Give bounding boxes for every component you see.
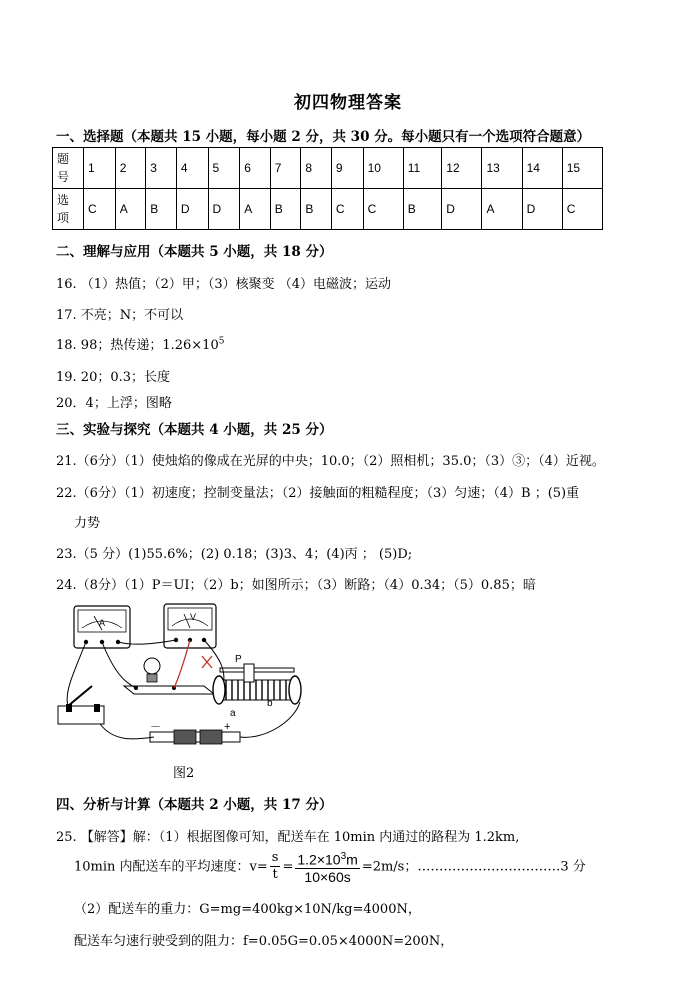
answer-cell: B bbox=[403, 189, 442, 230]
answer-cell: C bbox=[84, 189, 116, 230]
answer-q22: 22.（6分）（1）初速度；控制变量法；（2）接触面的粗糙程度；（3）匀速；（4）B ；(5)重 bbox=[56, 486, 580, 501]
table-row bbox=[53, 148, 603, 189]
question-number: 8 bbox=[301, 148, 332, 189]
answer-q22-continued: 力势 bbox=[74, 516, 101, 531]
answer-cell: D bbox=[176, 189, 208, 230]
slider-label-p: P bbox=[235, 654, 242, 665]
answer-cell: B bbox=[270, 189, 301, 230]
q25-velocity-prefix: 10min 内配送车的平均速度：v= bbox=[74, 859, 268, 875]
light-bulb bbox=[124, 658, 214, 694]
terminal-label-b: b bbox=[267, 698, 273, 709]
distance-exponent: 3 bbox=[340, 851, 347, 862]
answer-q19: 19. 20；0.3；长度 bbox=[56, 370, 171, 385]
row-label-number: 题号 bbox=[53, 148, 84, 189]
answer-q23: 23.（5 分）(1)55.6%；(2) 0.18；(3)3、4；(4)丙 ； (5)D; bbox=[56, 547, 413, 562]
section-heading-experiment: 三、实验与探究（本题共 4 小题，共 25 分） bbox=[56, 422, 333, 438]
question-number: 12 bbox=[442, 148, 482, 189]
answer-cell: B bbox=[301, 189, 332, 230]
answer-q25-line2 bbox=[74, 849, 586, 885]
answer-q25-line4: 配送车匀速行驶受到的阻力：f=0.05G=0.05×4000N=200N， bbox=[74, 934, 454, 949]
question-number: 10 bbox=[363, 148, 403, 189]
answer-cell: C bbox=[562, 189, 602, 230]
question-number: 15 bbox=[562, 148, 602, 189]
fraction-numerator bbox=[295, 849, 359, 869]
fraction-denominator: t bbox=[272, 867, 278, 883]
answer-q25-line1: 25. 【解答】解：（1）根据图像可知，配送车在 10min 内通过的路程为 1.2km, bbox=[56, 830, 520, 845]
battery-plus-label: + bbox=[224, 721, 231, 733]
answer-cell: D bbox=[208, 189, 240, 230]
section-heading-choice: 一、选择题（本题共 15 小题，每小题 2 分，共 30 分。每小题只有一个选项符合题意） bbox=[56, 129, 591, 145]
answer-cell: C bbox=[363, 189, 403, 230]
ammeter bbox=[74, 606, 130, 648]
fraction-numerator: s bbox=[271, 850, 279, 866]
answer-cell: A bbox=[482, 189, 522, 230]
answer-q25-line3: （2）配送车的重力：G=mg=400kg×10N/kg=4000N， bbox=[74, 902, 421, 917]
terminal-label-a: a bbox=[230, 708, 236, 719]
answer-cell: D bbox=[442, 189, 482, 230]
answer-cell: C bbox=[331, 189, 363, 230]
page-title: 初四物理答案 bbox=[294, 93, 402, 113]
question-number: 11 bbox=[403, 148, 442, 189]
answer-q18-exponent: 5 bbox=[218, 336, 225, 347]
answer-cell: B bbox=[146, 189, 177, 230]
q25-velocity-suffix: =2m/s；……………………………3 分 bbox=[361, 859, 586, 875]
battery bbox=[150, 721, 240, 744]
question-number: 13 bbox=[482, 148, 522, 189]
rheostat bbox=[213, 654, 301, 719]
answer-cell: D bbox=[522, 189, 562, 230]
question-number: 6 bbox=[240, 148, 271, 189]
question-number: 3 bbox=[146, 148, 177, 189]
switch bbox=[58, 686, 104, 724]
fraction-distance-over-time bbox=[295, 849, 359, 885]
answer-q18-text: 18. 98；热传递；1.26×10 bbox=[56, 338, 219, 353]
fraction-denominator: 10×60s bbox=[304, 868, 351, 885]
fraction-s-over-t bbox=[270, 850, 281, 883]
figure-caption: 图2 bbox=[173, 766, 195, 781]
answer-q24: 24.（8分）（1）P＝UI；（2）b；如图所示；（3）断路；（4）0.34；（5）0.85；暗 bbox=[56, 578, 536, 593]
section-heading-calculation: 四、分析与计算（本题共 2 小题，共 17 分） bbox=[56, 797, 333, 813]
answer-cell: A bbox=[115, 189, 146, 230]
question-number: 14 bbox=[522, 148, 562, 189]
equals-sign: = bbox=[282, 859, 294, 875]
answer-table bbox=[52, 147, 603, 230]
row-label-option: 选项 bbox=[53, 189, 84, 230]
question-number: 2 bbox=[115, 148, 146, 189]
answer-q16: 16. （1）热值；（2）甲；（3）核聚变 （4）电磁波；运动 bbox=[56, 277, 392, 292]
answer-q18 bbox=[56, 334, 224, 353]
distance-value: 1.2×10 bbox=[297, 851, 341, 868]
answer-q21: 21.（6分）（1）使烛焰的像成在光屏的中央；10.0；（2）照相机；35.0；（3）③；（4）近视。 bbox=[56, 454, 605, 469]
question-number: 5 bbox=[208, 148, 240, 189]
circuit-diagram bbox=[54, 602, 324, 752]
question-number: 1 bbox=[84, 148, 116, 189]
distance-unit: m bbox=[346, 851, 358, 868]
answer-q17: 17. 不亮；N；不可以 bbox=[56, 308, 184, 323]
question-number: 4 bbox=[176, 148, 208, 189]
question-number: 7 bbox=[270, 148, 301, 189]
section-heading-understanding: 二、理解与应用（本题共 5 小题，共 18 分） bbox=[56, 244, 333, 260]
ammeter-label: A bbox=[98, 618, 106, 628]
answer-q20: 20．4；上浮；图略 bbox=[56, 396, 172, 411]
battery-minus-label: － bbox=[150, 721, 161, 733]
table-row bbox=[53, 189, 603, 230]
voltmeter-label: V bbox=[189, 612, 197, 622]
answer-cell: A bbox=[240, 189, 271, 230]
question-number: 9 bbox=[331, 148, 363, 189]
